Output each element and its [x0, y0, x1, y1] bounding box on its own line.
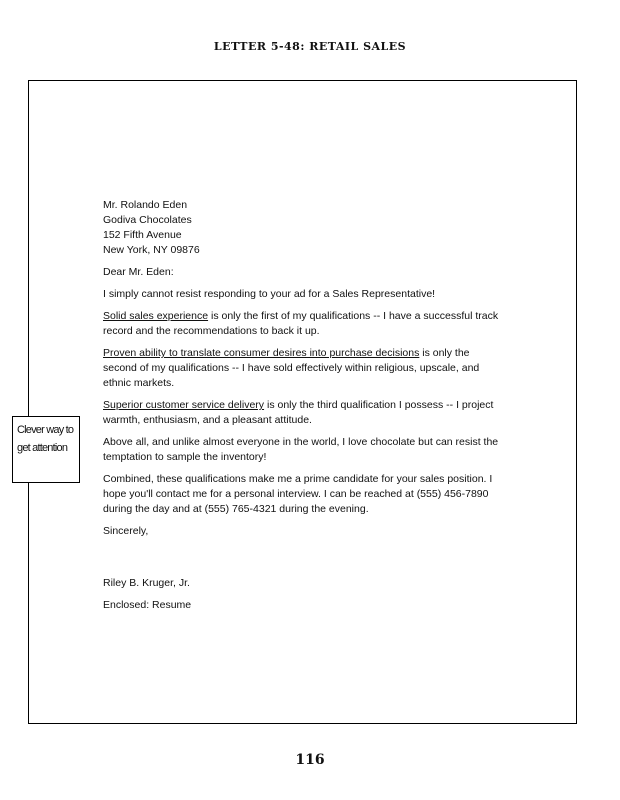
- letter-body: [103, 198, 503, 620]
- page-number: 116: [295, 752, 325, 768]
- paragraph-5: Above all, and unlike almost everyone in the world, I love chocolate but can resist the temptation to sample the inventory!: [103, 436, 499, 463]
- enclosure: Enclosed: Resume: [103, 599, 192, 611]
- paragraph-2-highlight: Solid sales experience: [103, 310, 209, 322]
- salutation: Dear Mr. Eden:: [103, 266, 174, 278]
- signature-space: [103, 546, 503, 576]
- signature: Riley B. Kruger, Jr.: [103, 577, 190, 589]
- recipient-address: [103, 198, 503, 258]
- paragraph-3: [103, 346, 503, 391]
- paragraph-3-highlight: Proven ability to translate consumer desires into purchase decisions: [103, 347, 420, 359]
- paragraph-4-highlight: Superior customer service delivery: [103, 399, 265, 411]
- recipient-city: New York, NY 09876: [103, 244, 200, 256]
- paragraph-4: [103, 398, 503, 428]
- paragraph-1: I simply cannot resist responding to your ad for a Sales Representative!: [103, 288, 436, 300]
- recipient-street: 152 Fifth Avenue: [103, 229, 182, 241]
- paragraph-6: Combined, these qualifications make me a prime candidate for your sales position. I hope you'll contact me for a personal interview. I can be reached at (555) 456-7890 during the day and at (555) 765-4321 during the evening.: [103, 473, 493, 515]
- recipient-company: Godiva Chocolates: [103, 214, 192, 226]
- closing: Sincerely,: [103, 525, 149, 537]
- page-header: LETTER 5-48: RETAIL SALES: [213, 40, 407, 53]
- paragraph-2: [103, 309, 503, 339]
- paragraph-3-text: is only the second of my qualifications -- I have sold effectively within religious, upscale, and ethnic markets.: [103, 347, 480, 389]
- paragraph-2-text: is only the first of my qualifications -- I have a successful track record and the recommendations to back it up.: [103, 310, 499, 337]
- paragraph-4-text: is only the third qualification I possess -- I project warmth, enthusiasm, and a pleasant attitude.: [103, 399, 494, 426]
- margin-note: Clever way to get attention: [12, 416, 80, 483]
- recipient-name: Mr. Rolando Eden: [103, 199, 188, 211]
